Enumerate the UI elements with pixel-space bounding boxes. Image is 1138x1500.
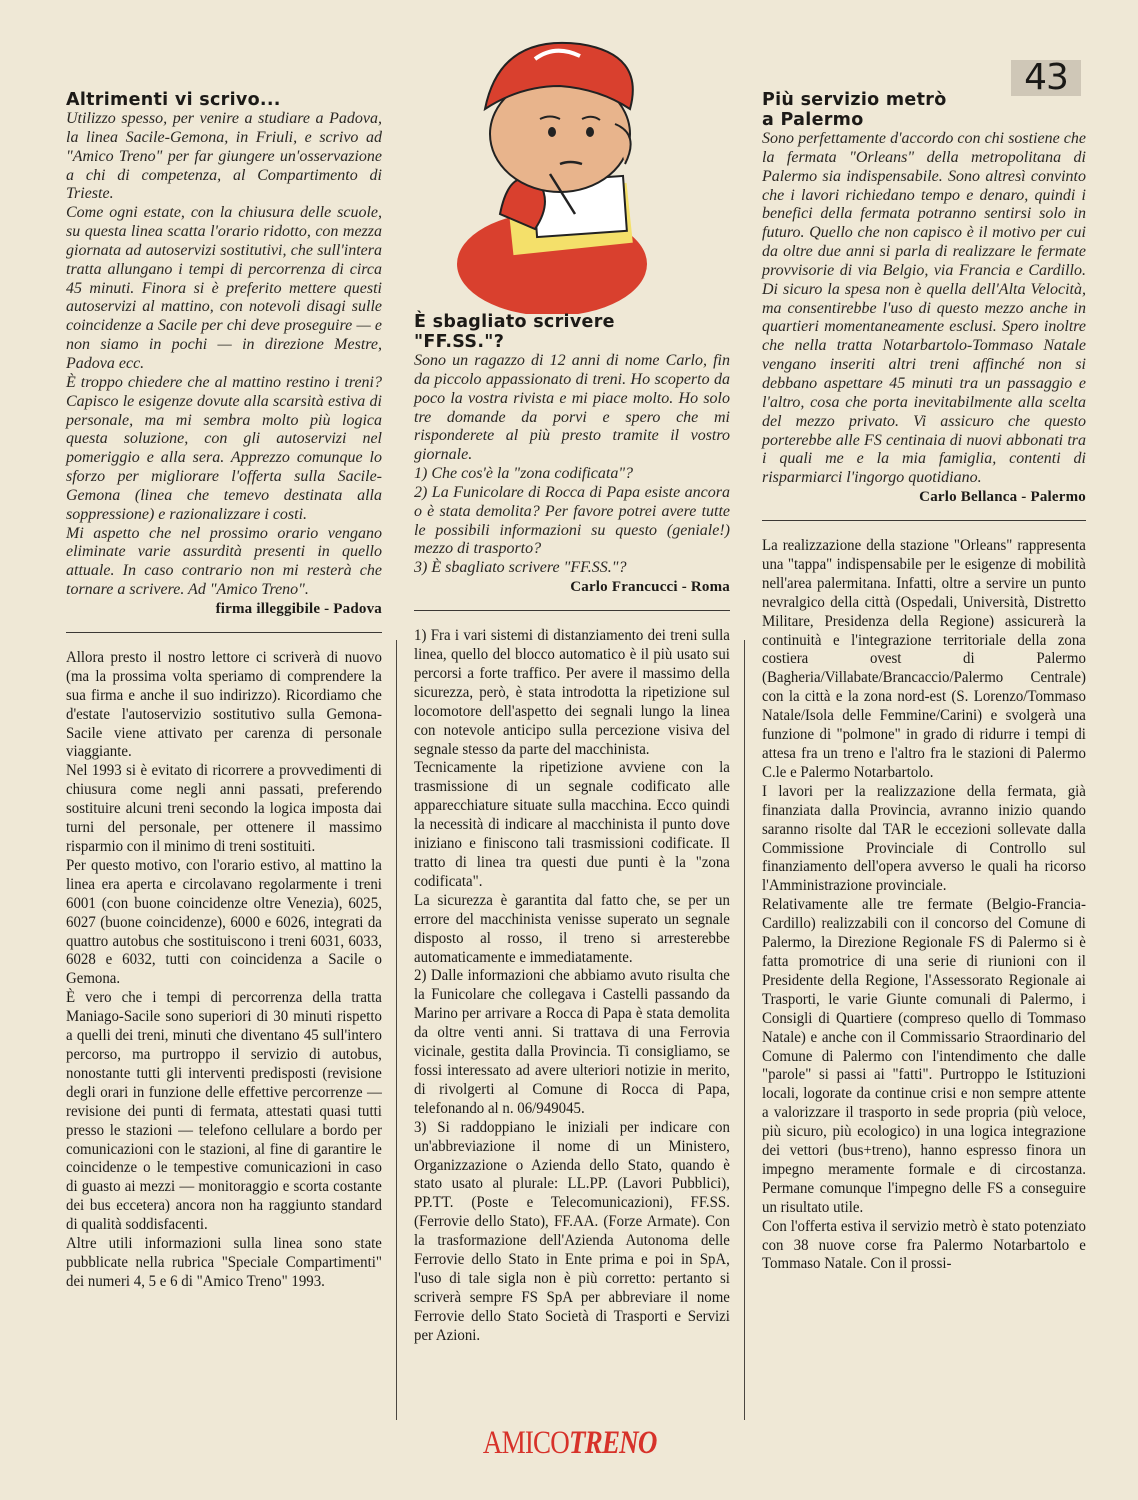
letter-paragraph: Utilizzo spesso, per venire a studiare a Padova, la linea Sacile-Gemona, in Friuli, e scrivo ad "Amico Treno" per far giungere un'osservazione a chi di competenza, al Compartimento di Trieste. [66,110,382,203]
reply-paragraph: Con l'offerta estiva il servizio metrò è stato potenziato con 38 nuove corse fra Palermo Notarbartolo e Tommaso Natale. Con il prossi- [762,1217,1086,1273]
column-middle [414,312,730,1346]
letter-title-line2: a Palermo [762,110,864,130]
divider [414,610,730,611]
letter-title-line1: Più servizio metrò [762,90,947,110]
letter-paragraph: 1) Che cos'è la "zona codificata"? [414,465,634,483]
reply-paragraph: Tecnicamente la ripetizione avviene con la trasmissione di un segnale codificato alle apparecchiature situate sulla macchina. Ecco quindi la necessità di indicare al macchinista il punto dove iniziano e finiscono tali trasmissioni codificate. Il tratto di linea tra questi due punti è la "zona codificata". [414,759,730,890]
letter-signature: Carlo Bellanca - Palermo [919,489,1086,506]
reply-paragraph: 3) Si raddoppiano le iniziali per indicare con un'abbreviazione il nome di un Ministero, Organizzazione o Azienda dello Stato, quando è stato usato al plurale: LL.PP. (Lavori Pubblici), PP.TT. (Poste e Telecomunicazioni), FF.SS. (Ferrovie dello Stato), FF.AA. (Forze Armate). Con la trasformazione dell'Azienda Autonoma delle Ferrovie dello Stato in Ente prima e poi in SpA, l'uso di tale sigla non è più corretto: pertanto si scriverà sempre FS SpA per abbreviare il nome Ferrovie dello Stato Società di Trasporti e Servizi per Azioni. [414,1118,730,1344]
right-eye [586,127,594,137]
letter-signature: firma illeggibile - Padova [215,600,382,617]
letter-paragraph: 3) È sbagliato scrivere "FF.SS."? [414,559,627,577]
letter-paragraph: È troppo chiedere che al mattino restino i treni? Capisco le esigenze dovute alla scarsità estiva di personale, ma mi sembra molto più logica questa soluzione, con gli autoservizi nel pomeriggio e alla sera. Apprezzo comunque lo sforzo per migliorare l'offerta sulla Sacile-Gemona (linea che temevo destinata alla soppressione) e razionalizzare i costi. [66,373,382,523]
reply-paragraph: Altre utili informazioni sulla linea sono state pubblicate nella rubrica "Speciale Compartimenti" dei numeri 4, 5 e 6 di "Amico Treno" 1993. [66,1235,382,1290]
page-number: 43 [1011,60,1081,96]
letter-title-line2: "FF.SS."? [414,332,505,352]
column-right [762,90,1086,1274]
column-left [66,90,382,1292]
column-separator [744,640,745,1420]
reply-paragraph: Allora presto il nostro lettore ci scriverà di nuovo (ma la prossima volta speriamo di comprendere la sua firma e anche il suo indirizzo). Ricordiamo che d'estate l'autoservizio sostitutivo sulla Gemona-Sacile viene attivato per carenza di personale viaggiante. [66,648,382,761]
magazine-logo: AMICOTRENO [482,1425,657,1461]
reply-paragraph: È vero che i tempi di percorrenza della tratta Maniago-Sacile sono superiori di 30 minuti rispetto a quelli dei treni, minuti che diventano 45 sull'intero percorso, ma purtroppo il servizio di autobus, nonostante tutti gli interventi predisposti (revisione degli orari in funzione delle effettive percorrenze — revisione dei punti di fermata, attestati quasi tutti presso le stazioni — telefono cellulare a bordo per comunicazioni con le stazioni, al fine di garantire le coincidenze o le tempestive comunicazioni in caso di guasto ai mezzi — monitoraggio e scorta costante dei bus eccetera) ancora non ha raggiunto standard di qualità soddisfacenti. [66,989,382,1234]
letter-paragraph: Sono un ragazzo di 12 anni di nome Carlo, fin da piccolo appassionato di treni. Ho scoperto da poco la vostra rivista e mi piace molto. Ho solo tre domande da porvi e spero che mi risponderete al più presto tramite il vostro giornale. [414,352,730,464]
boy-writing-illustration [440,14,670,314]
reply-paragraph: Relativamente alle tre fermate (Belgio-Francia-Cardillo) realizzabili con il concorso del Comune di Palermo, la Direzione Regionale FS di Palermo si è fatta promotrice di una serie di riunioni con il Presidente della Regione, l'Assessorato Regionale ai Trasporti, le varie Giunte comunali di Palermo, i Consigli di Quartiere (compreso quello di Tommaso Natale) e anche con il Commissario Straordinario del Comune di Palermo con l'intendimento che dalle "parole" si passi ai "fatti". Purtroppo le Istituzioni locali, logorate da continue crisi e non sempre attente a valorizzare il trasporto in sede propria (più veloce, più sicuro, più ecologico) in una logica integrazione dei vettori (bus+treno), hanno espresso finora un impegno meramente formale e di circostanza. Permane comunque l'impegno delle FS a conseguire un risultato utile. [762,896,1086,1216]
letter-signature: Carlo Francucci - Roma [570,579,730,596]
letter-paragraph: 2) La Funicolare di Rocca di Papa esiste ancora o è stata demolita? Per favore potrei avere tutte le possibili informazioni su questo (geniale!) mezzo di trasporto? [414,483,730,558]
reply-body [762,537,1086,1274]
left-eye [548,127,556,137]
reply-paragraph: Nel 1993 si è evitato di ricorrere a provvedimenti di chiusura come negli anni passati, preferendo sostituire alcuni treni secondo la logica imposta dai turni del personale, per ottenere il massimo risparmio con il minimo di treni sostituiti. [66,762,382,855]
divider [762,520,1086,521]
reply-paragraph: La sicurezza è garantita dal fatto che, se per un errore del macchinista venisse superato un segnale disposto al rosso, il treno si arresterebbe automaticamente e immediatamente. [414,891,730,966]
letter-paragraph: Come ogni estate, con la chiusura delle scuole, su questa linea scatta l'orario ridotto, con mezza giornata ad autoservizi sostitutivi, che sull'intera tratta allungano i tempi di percorrenza di circa 45 minuti. Finora si è preferito mettere questi autoservizi al mattino, con notevoli disagi sulle coincidenze a Sacile per chi deve proseguire — e non siamo in pochi — in direzione Mestre, Padova ecc. [66,204,382,372]
divider [66,632,382,633]
reply-paragraph: 1) Fra i vari sistemi di distanziamento dei treni sulla linea, quello del blocco automatico è il più usato sui percorsi a forte traffico. Per avere il massimo della sicurezza, però, è stata introdotta la ripetizione sul locomotore dell'aspetto dei segnali lungo la linea con notevole anticipo sulla percezione visiva del segnale stesso da parte del macchinista. [414,627,730,758]
column-separator [396,640,397,1420]
reply-body [66,649,382,1292]
letter-paragraph: Mi aspetto che nel prossimo orario vengano eliminate varie assurdità presenti in quello attuale. In caso contrario non mi resterà che tornare a scrivere. Ad "Amico Treno". [66,524,382,599]
reply-body [414,627,730,1345]
letter-title-line1: È sbagliato scrivere [414,312,615,332]
reply-paragraph: Per questo motivo, con l'orario estivo, al mattino la linea era aperta e circolavano regolarmente i treni 6001 (con buone coincidenze oltre Venezia), 6025, 6027 (buone coincidenze), 6000 e 6026, integrati da quattro autobus che sostituiscono i treni 6031, 6033, 6028 e 6032, tutti con coincidenza a Sacile o Gemona. [66,856,382,988]
reply-paragraph: La realizzazione della stazione "Orleans" rappresenta una "tappa" indispensabile per le esigenze di mobilità nell'area palermitana. Infatti, oltre a servire un punto nevralgico della città (Ospedali, Università, Distretto Militare, Presidenza della Regione) assicurerà la continuità e l'integrazione territoriale della zona costiera ovest di Palermo (Bagheria/Villabate/Brancaccio/Palermo Centrale) con la città e la zona nord-est (S. Lorenzo/Tommaso Natale/Isola delle Femmine/Carini) e svolgerà una funzione di "polmone" in grado di ridurre i tempi di attesa fra un treno e l'altro fra le stazioni di Palermo C.le e Palermo Notarbartolo. [762,537,1086,781]
reply-paragraph: I lavori per la realizzazione della fermata, già finanziata dalla Provincia, avranno inizio quando saranno risolte dal TAR le eccezioni sollevate dalla Commissione Provinciale di Controllo sul finanziamento dell'opera avverso le quali ha ricorso l'Amministrazione provinciale. [762,782,1086,895]
letter-title: Altrimenti vi scrivo... [66,90,281,110]
letter-paragraph: Sono perfettamente d'accordo con chi sostiene che la fermata "Orleans" della metropolitana di Palermo sia indispensabile. Sono altresì convinto che i lavori richiedano tempo e denaro, quindi i benefici della fermata potranno sentirsi solo in futuro. Quello che non capisco è il motivo per cui da oltre due anni si parla di realizzare le fermate provvisorie di via Belgio, via Francia e Cardillo. Di sicuro la spesa non è quella dell'Alta Velocità, ma consentirebbe l'uso di questo mezzo anche in quartieri momentaneamente esclusi. Spero inoltre che nella tratta Notarbartolo-Tommaso Natale vengano inseriti altri treni affinché non si debbano aspettare 45 minuti tra un passaggio e l'altro, cosa che porta inevitabilmente alla scelta del mezzo privato. Vi assicuro che questo porterebbe alle FS centinaia di nuovi abbonati tra i quali me e la mia famiglia, contenti di risparmiarci l'ingorgo quotidiano. [762,130,1086,487]
reply-paragraph: 2) Dalle informazioni che abbiamo avuto risulta che la Funicolare che collegava i Castelli passando da Marino per arrivare a Rocca di Papa è stata demolita da oltre venti anni. Si trattava di una Ferrovia vicinale, gestita dalla Provincia. Ti consigliamo, se fossi interessato ad avere ulteriori notizie in merito, di rivolgerti al Comune di Rocca di Papa, telefonando al n. 06/949045. [414,967,730,1117]
